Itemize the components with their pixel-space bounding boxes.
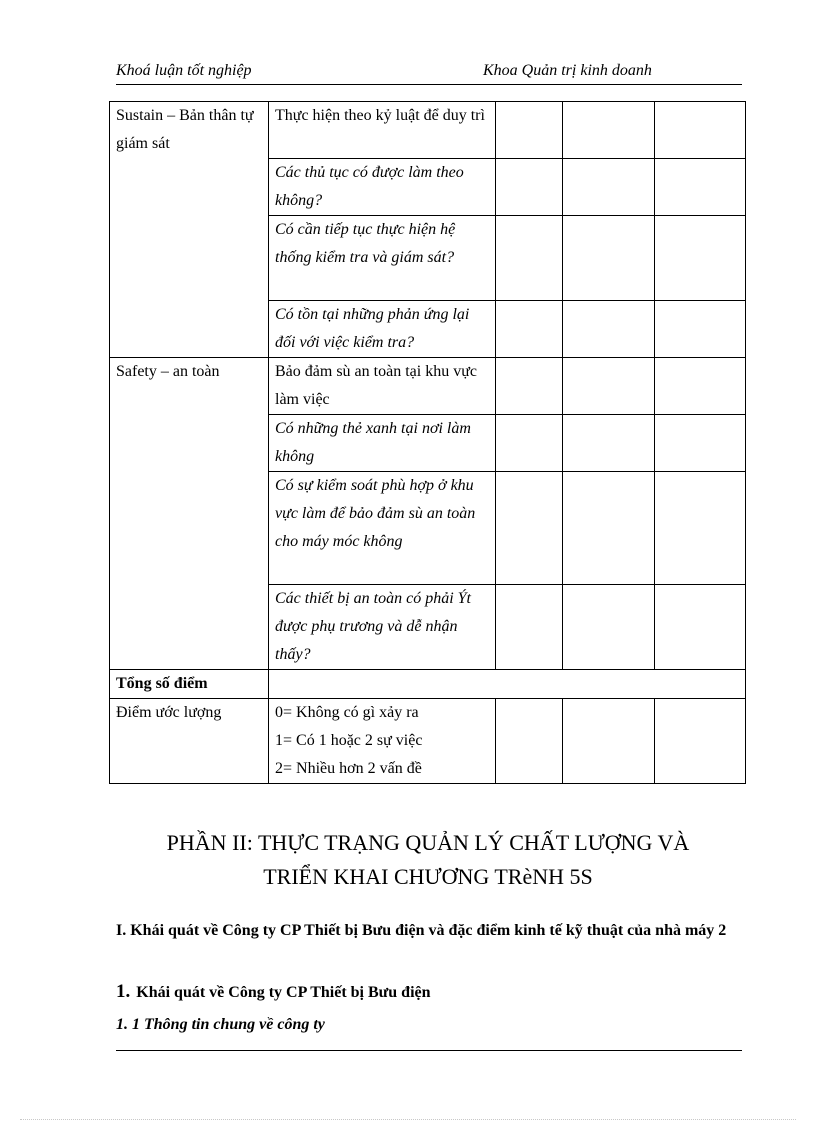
criterion-cell: Có tồn tại những phản ứng lại đối với việc kiểm tra? [269,301,496,358]
score-cell [496,585,563,670]
estimate-scale [269,699,496,784]
part-title [100,826,756,894]
page-edge-divider [20,1119,796,1120]
criterion-cell: Có sự kiểm soát phù hợp ở khu vực làm để bảo đảm sù an toàn cho máy móc không [269,472,496,585]
estimate-line: 1= Có 1 hoặc 2 sự việc [275,732,423,749]
table-row [110,699,746,784]
score-cell [496,699,563,784]
score-cell [655,102,746,159]
score-cell [496,301,563,358]
score-cell [563,216,655,301]
score-cell [496,102,563,159]
section-heading-3: 1. 1 Thông tin chung về công ty [116,1016,325,1033]
criterion-cell: Các thiết bị an toàn có phải Ýt được phụ trương và dễ nhận thấy? [269,585,496,670]
score-cell [496,216,563,301]
section-heading-2 [116,978,431,1007]
total-score-cell [269,670,746,699]
score-cell [655,159,746,216]
score-cell [496,358,563,415]
score-cell [655,415,746,472]
score-cell [655,301,746,358]
estimate-label: Điểm ước lượng [110,699,269,784]
score-cell [655,585,746,670]
table-row [110,670,746,699]
part-title-line: TRIỂN KHAI CHƯƠNG TRèNH 5S [263,864,593,889]
criterion-cell: Có những thẻ xanh tại nơi làm không [269,415,496,472]
score-cell [563,102,655,159]
total-score-label: Tổng số điểm [110,670,269,699]
criterion-cell: Thực hiện theo kỷ luật để duy trì [269,102,496,159]
section-heading-text: Khái quát về Công ty CP Thiết bị Bưu điện [136,984,431,1001]
table-row [110,358,746,415]
estimate-line: 2= Nhiều hơn 2 vấn đề [275,760,422,777]
score-cell [496,472,563,585]
header-faculty-label: Khoa Quản trị kinh doanh [483,62,652,79]
group-label: Safety – an toàn [110,358,269,670]
score-cell [563,472,655,585]
score-cell [563,301,655,358]
score-cell [563,358,655,415]
evaluation-table [109,101,746,784]
score-cell [563,699,655,784]
group-label: Sustain – Bản thân tự giám sát [110,102,269,358]
score-cell [563,585,655,670]
score-cell [655,358,746,415]
score-cell [655,216,746,301]
score-cell [563,159,655,216]
score-cell [655,472,746,585]
footer-divider [116,1050,742,1051]
section-number: 1. [116,981,131,1002]
score-cell [496,159,563,216]
criterion-cell: Bảo đảm sù an toàn tại khu vực làm việc [269,358,496,415]
criterion-cell: Các thủ tục có được làm theo không? [269,159,496,216]
page-header [116,62,742,85]
criterion-cell: Có cần tiếp tục thực hiện hệ thống kiểm tra và giám sát? [269,216,496,301]
score-cell [563,415,655,472]
score-cell [655,699,746,784]
score-cell [496,415,563,472]
part-title-line: PHẦN II: THỰC TRẠNG QUẢN LÝ CHẤT LƯỢNG VÀ [166,830,690,855]
table-row [110,102,746,159]
estimate-line: 0= Không có gì xảy ra [275,704,419,721]
section-heading-1: I. Khái quát về Công ty CP Thiết bị Bưu điện và đặc điểm kinh tế kỹ thuật của nhà máy 2 [116,922,727,939]
header-thesis-label: Khoá luận tốt nghiệp [116,62,252,79]
